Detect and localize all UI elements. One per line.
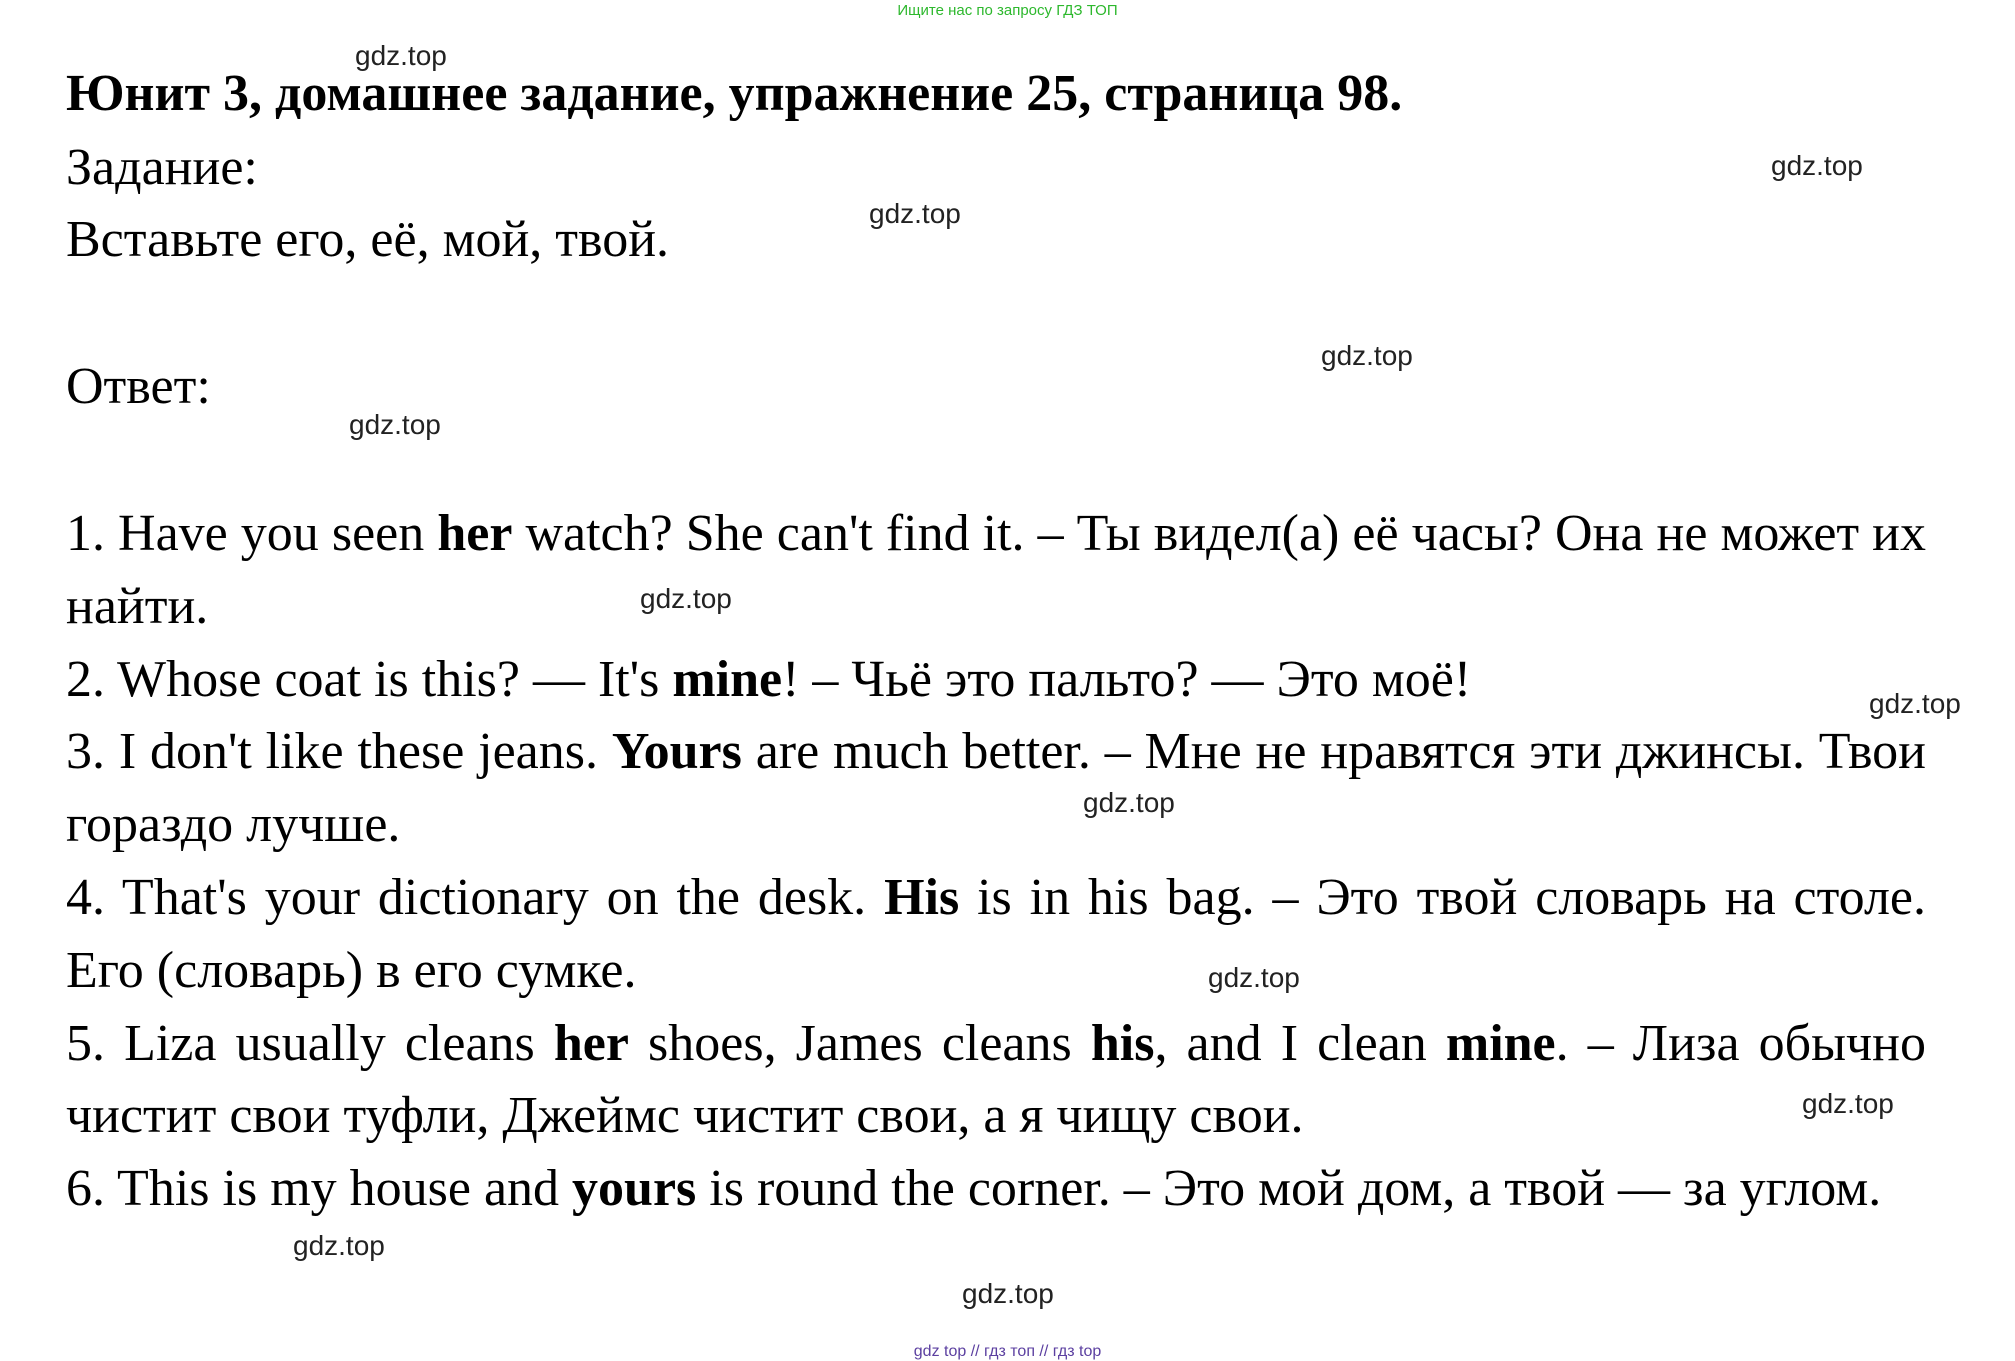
watermark: gdz.top <box>869 198 961 229</box>
watermark: gdz.top <box>1771 150 1863 181</box>
answer-item-4 <box>66 862 1926 1008</box>
page-title: Юнит 3, домашнее задание, упражнение 25, страница 98. <box>66 65 1403 122</box>
answer-4-text-a: 4. That's your dictionary on the desk. <box>66 868 885 926</box>
watermark: gdz.top <box>1802 1088 1894 1119</box>
watermark: gdz.top <box>293 1230 385 1261</box>
answer-5-text-a: 5. Liza usually cleans <box>66 1014 554 1072</box>
answer-3-bold-1: Yours <box>611 723 742 781</box>
watermark: gdz.top <box>962 1278 1054 1309</box>
answer-2-text-b: ! – Чьё это пальто? — Это моё! <box>782 650 1472 708</box>
answer-6-bold-1: yours <box>572 1160 697 1218</box>
answer-1-text-a: 1. Have you seen <box>66 505 438 562</box>
watermark: gdz.top <box>640 583 732 614</box>
answer-item-5 <box>66 1008 1926 1154</box>
watermark: gdz.top <box>1083 787 1175 818</box>
top-banner[interactable]: Ищите нас по запросу ГДЗ ТОП <box>897 2 1118 19</box>
answer-6-text-b: is round the corner. – Это мой дом, а твой — за углом. <box>696 1160 1882 1218</box>
answer-3-text-b: are much better. – Мне не нравятся эти джинсы. Твои гораздо лучше. <box>66 723 1926 854</box>
answer-item-6 <box>66 1153 1926 1226</box>
answer-5-text-d: . – Лиза обычно чистит свои туфли, Джеймс чистит свои, а я чищу свои. <box>66 1014 1926 1145</box>
answer-6-text-a: 6. This is my house and <box>66 1160 573 1218</box>
answer-item-1 <box>66 498 1926 644</box>
answer-4-bold-1: His <box>884 868 960 926</box>
answer-5-bold-2: his <box>1090 1014 1155 1072</box>
answer-5-text-b: shoes, James cleans <box>628 1014 1091 1072</box>
answer-list <box>66 498 1926 1226</box>
watermark: gdz.top <box>1321 340 1413 371</box>
watermark: gdz.top <box>1869 688 1961 719</box>
answer-2-bold-1: mine <box>672 650 783 708</box>
answer-5-text-c: , and I clean <box>1154 1014 1446 1072</box>
watermark: gdz.top <box>349 409 441 440</box>
watermark: gdz.top <box>1208 962 1300 993</box>
footer-links[interactable]: gdz top // гдз топ // гдз top <box>913 1343 1102 1360</box>
answer-1-bold-1: her <box>437 505 513 562</box>
task-text: Вставьте его, её, мой, твой. <box>66 211 670 268</box>
answer-5-bold-1: her <box>553 1014 629 1072</box>
answer-4-text-b: is in his bag. – Это твой словарь на столе. Его (словарь) в его сумке. <box>66 868 1927 999</box>
answer-label: Ответ: <box>66 358 211 415</box>
answer-1-text-b: watch? She can't find it. – Ты видел(а) её часы? Она не может их найти. <box>66 505 1926 635</box>
answer-item-2 <box>66 644 1926 717</box>
answer-item-3 <box>66 716 1926 862</box>
watermark: gdz.top <box>355 40 447 71</box>
answer-2-text-a: 2. Whose coat is this? — It's <box>66 650 673 708</box>
task-label: Задание: <box>66 139 258 196</box>
answer-5-bold-3: mine <box>1445 1014 1556 1072</box>
answer-3-text-a: 3. I don't like these jeans. <box>66 723 612 781</box>
